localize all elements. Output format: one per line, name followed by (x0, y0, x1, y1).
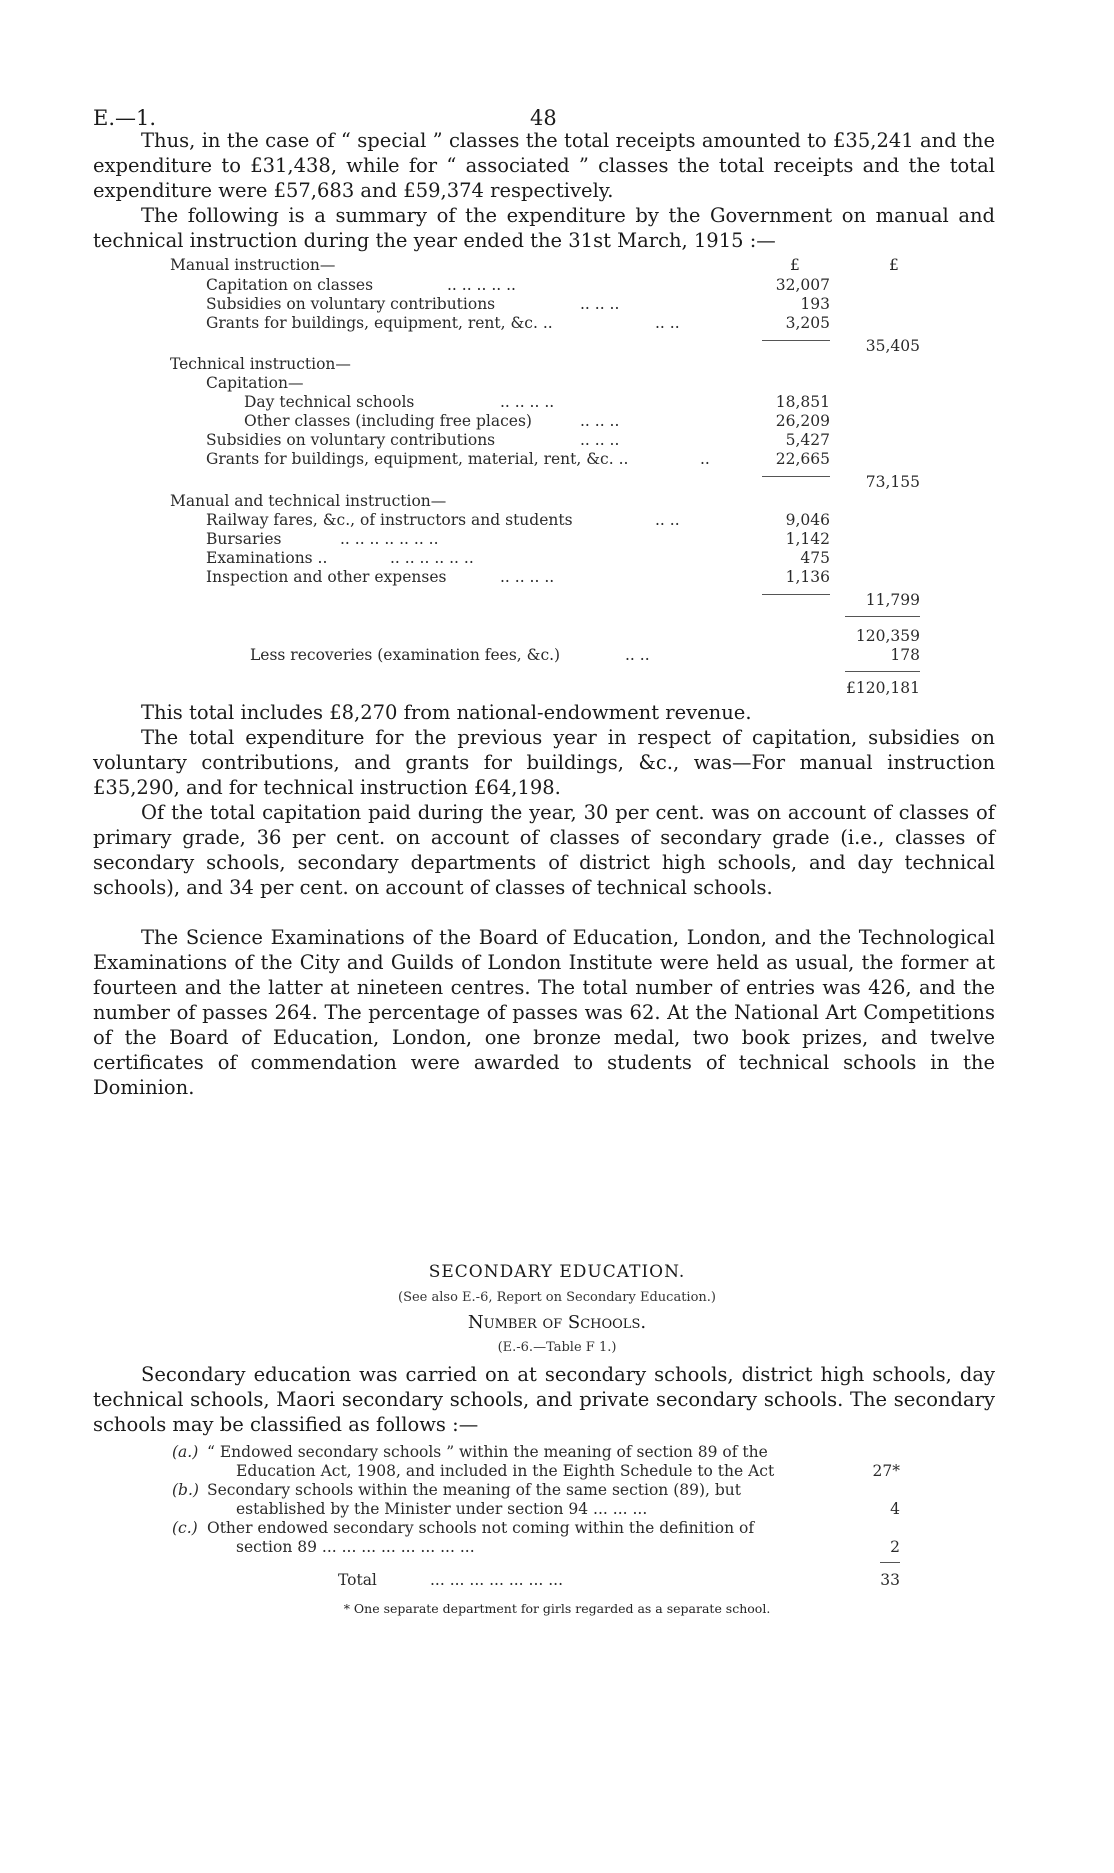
intro-paragraph-1: Thus, in the case of “ special ” classes the total receipts amounted to £35,241 and the expenditure to £31,438, while for “ associated ” classes the total receipts and the total expenditure were £57,683 and £59,374 respectively. (93, 129, 995, 202)
section-title: SECONDARY EDUCATION. (428, 1262, 686, 1282)
table-row: Less recoveries (examination fees, &c.) .. .. 178 (250, 646, 920, 664)
document-page: E.—1. 48 Thus, in the case of “ special ” classes the total receipts amounted to £35,241 and the expenditure to £31,438, while for “ associated ” classes the total receipts and the total expenditure were £57,683 and £59,374 respectively. The following is a summary of the expenditure by the Government on manual and technical instruction during the year ended the 31st March, 1915 :— Manual instruction— £ £ Capitation on classes .. .. .. .. .. 32,007 Subsidies on voluntary contributions .. .. .. 193 Grants for buildings, equipment, rent, &c. .. .. .. 3,205 35,405 Technical instruction— Capitation— Day technical schools .. .. .. .. 18,851 Other classes (including free places) .. .. .. 26,209 Subsidies on voluntary contributions .. .. .. 5,427 Grants for buildings, equipment, material, rent, &c. .. .. 22,665 73,155 Manual and technical instruction— Railway fares, &c., of instructors and students .. .. 9,046 Bursaries .. .. .. .. .. .. .. 1,142 Examinations .. .. .. .. .. .. .. 475 Inspection and other expenses .. .. .. .. 1,136 11,799 120,359 Less recoveries (examination fees, &c.) .. .. 178 £120,181 This total includes £8,270 from national-endowment revenue. The total expenditure for the previous year in respect of capitation, subsidies on voluntary contributions, and grants for buildings, &c., was—For manual instruction £35,290, and for technical instruction £64,198. Of the total capitation paid during the year, 30 per cent. was on account of classes of primary grade, 36 per cent. on account of classes of secondary grade (i.e., classes of secondary schools, secondary departments of district high schools, and day technical schools), and 34 per cent. on account of classes of technical schools. The Science Examinations of the Board of Education, London, and the Technological Examinations of the City and Guilds of London Institute were held as usual, the former at fourteen and the latter at nineteen centres. The total number of entries was 426, and the number of passes 264. The percentage of passes was 62. At the National Art Competitions of the Board of Education, London, one bronze medal, two book prizes, and twelve certificates of commendation were awarded to students of technical schools in the Dominion. SECONDARY EDUCATION. (See also E.-6, Report on Secondary Education.) Number of Schools. (E.-6.—Table F 1.) Secondary education was carried on at secondary schools, district high schools, day technical schools, Maori secondary schools, and private secondary schools. The secondary schools may be classified as follows :— (a.) “ Endowed secondary schools ” within the meaning of section 89 of the Education Act, 1908, and included in the Eighth Schedule to the Act 27* (b.) Secondary schools within the meaning of the same section (89), but established by the Minister under section 94 ... ... ... 4 (c.) Other endowed secondary schools not coming within the definition of section 89 ... ... ... ... ... ... ... ... 2 Total ... ... ... ... ... ... ... 33 * One separate department for girls regarded as a separate school. (0, 0, 1114, 1873)
capitation-heading: Capitation— (206, 374, 304, 392)
net-total: £120,181 (846, 679, 920, 697)
footnote: * One separate department for girls regarded as a separate school. (343, 1601, 771, 1616)
table-row: Subsidies on voluntary contributions .. .. .. 193 (206, 295, 830, 313)
less-recoveries-label: Less recoveries (examination fees, &c.) (250, 646, 561, 664)
column-head-items: £ (790, 256, 800, 274)
table-row: Subsidies on voluntary contributions .. .. .. 5,427 (206, 431, 830, 449)
total-value: 33 (880, 1571, 900, 1589)
manual-heading: Manual instruction— (170, 256, 336, 274)
body-paragraph-2: The total expenditure for the previous year in respect of capitation, subsidies on voluntary contributions, and grants for buildings, &c., was—For manual instruction £35,290, and for technical instruction £64,198. (93, 726, 995, 799)
manual-technical-heading: Manual and technical instruction— (170, 492, 447, 510)
table-row: Other classes (including free places) .. .. .. 26,209 (244, 412, 830, 430)
table-row: Grants for buildings, equipment, material, rent, &c. .. .. 22,665 (206, 450, 830, 468)
table-row: Grants for buildings, equipment, rent, &c. .. .. .. 3,205 (206, 314, 830, 332)
technical-total: 73,155 (865, 473, 920, 491)
table-row: Day technical schools .. .. .. .. 18,851 (244, 393, 830, 411)
list-item: (a.) “ Endowed secondary schools ” within the meaning of section 89 of the (172, 1443, 768, 1461)
table-row: Capitation on classes .. .. .. .. .. 32,007 (206, 276, 830, 294)
report-code: E.—1. (93, 106, 157, 130)
table-row: Examinations .. .. .. .. .. .. .. 475 (206, 549, 830, 567)
total-rule (880, 1562, 900, 1563)
section-subtitle: (See also E.-6, Report on Secondary Education.) (398, 1290, 716, 1305)
item-a-value: 27* (872, 1462, 900, 1480)
body-paragraph-3: Of the total capitation paid during the year, 30 per cent. was on account of classes of primary grade, 36 per cent. on account of classes of secondary grade (i.e., classes of secondary schools, secondary departments of district high schools, and day technical schools), and 34 per cent. on account of classes of technical schools. (93, 801, 995, 899)
intro-paragraph-2: The following is a summary of the expenditure by the Government on manual and technical instruction during the year ended the 31st March, 1915 :— (93, 204, 995, 252)
list-item: (c.) Other endowed secondary schools not coming within the definition of (172, 1519, 755, 1537)
gross-total: 120,359 (855, 627, 920, 645)
total-row: Total ... ... ... ... ... ... ... 33 (338, 1571, 900, 1589)
table-reference: (E.-6.—Table F 1.) (497, 1340, 617, 1355)
column-head-totals: £ (889, 256, 899, 274)
list-item: (b.) Secondary schools within the meaning of the same section (89), but (172, 1481, 742, 1499)
total-rule (845, 616, 920, 617)
manual-total: 35,405 (865, 337, 920, 355)
total-rule (845, 671, 920, 672)
subsection-heading: Number of Schools. (467, 1312, 647, 1333)
technical-heading: Technical instruction— (170, 355, 351, 373)
table-row: Railway fares, &c., of instructors and students .. .. 9,046 (206, 511, 830, 529)
item-c-value: 2 (890, 1538, 900, 1556)
secondary-paragraph: Secondary education was carried on at secondary schools, district high schools, day technical schools, Maori secondary schools, and private secondary schools. The secondary schools may be classified as follows :— (93, 1363, 995, 1436)
body-paragraph-1: This total includes £8,270 from national-endowment revenue. (141, 701, 752, 724)
page-number: 48 (530, 106, 557, 130)
table-row: Inspection and other expenses .. .. .. .. 1,136 (206, 568, 830, 586)
less-recoveries-value: 178 (890, 646, 920, 664)
item-b-value: 4 (890, 1500, 900, 1518)
body-paragraph-4: The Science Examinations of the Board of Education, London, and the Technological Examinations of the City and Guilds of London Institute were held as usual, the former at fourteen and the latter at nineteen centres. The total number of entries was 426, and the number of passes 264. The percentage of passes was 62. At the National Art Competitions of the Board of Education, London, one bronze medal, two book prizes, and twelve certificates of commendation were awarded to students of technical schools in the Dominion. (93, 926, 995, 1099)
table-row: Bursaries .. .. .. .. .. .. .. 1,142 (206, 530, 830, 548)
manual-technical-total: 11,799 (865, 591, 920, 609)
